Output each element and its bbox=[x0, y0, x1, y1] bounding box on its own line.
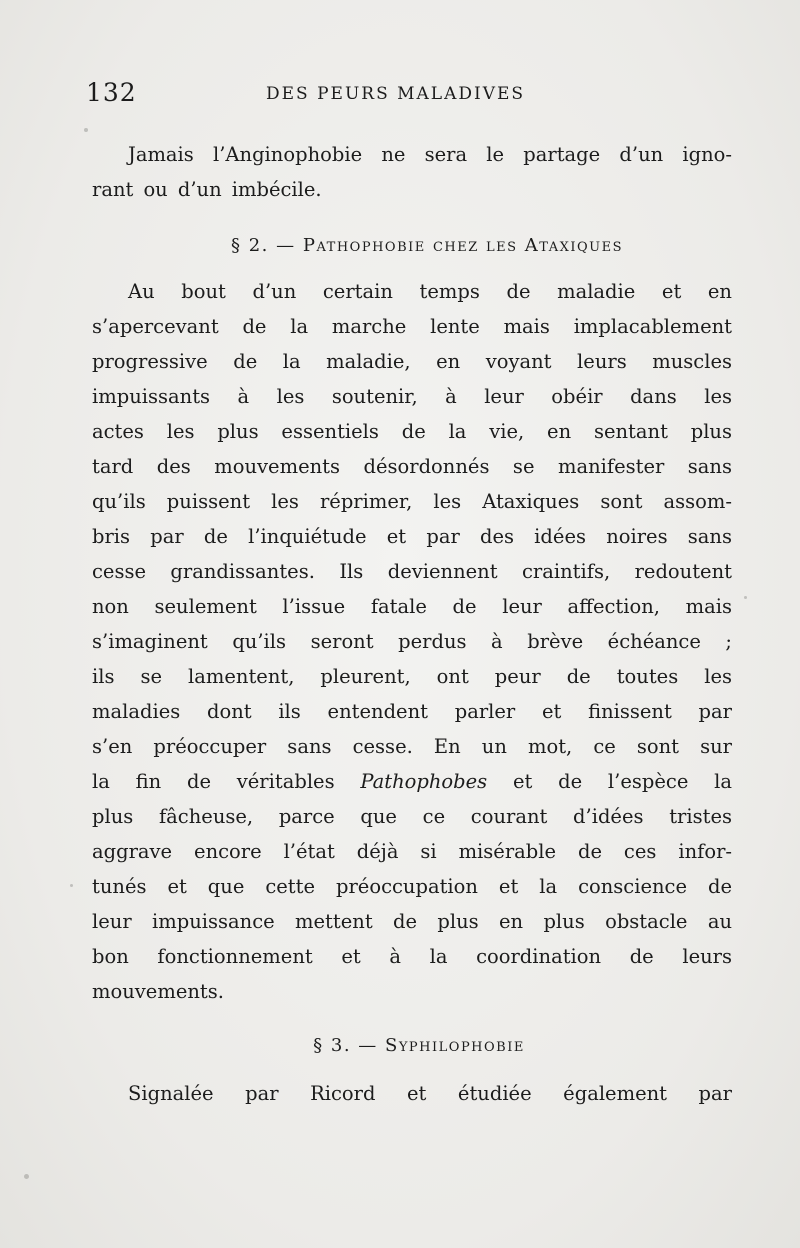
line-segment: et de l’espèce la bbox=[487, 770, 733, 793]
text-line: mouvements. bbox=[92, 980, 224, 1003]
text-line: rant ou d’un imbécile. bbox=[92, 178, 322, 201]
text-line: s’apercevant de la marche lente mais implacablement bbox=[92, 315, 732, 338]
text-line: progressive de la maladie, en voyant leurs muscles bbox=[92, 350, 732, 373]
text-line: leur impuissance mettent de plus en plus obstacle au bbox=[92, 910, 732, 933]
page-number: 132 bbox=[86, 78, 137, 107]
text-line: maladies dont ils entendent parler et finissent par bbox=[92, 700, 732, 723]
paragraph-syphilophobie bbox=[92, 1076, 732, 1111]
body-text bbox=[92, 137, 732, 1111]
paragraph-anginophobie bbox=[92, 137, 732, 207]
text-line: aggrave encore l’état déjà si misérable de ces infor- bbox=[92, 840, 732, 863]
running-title: DES PEURS MALADIVES bbox=[266, 84, 526, 104]
text-line: qu’ils puissent les réprimer, les Ataxiques sont assom- bbox=[92, 490, 732, 513]
text-line: Signalée par Ricord et étudiée également par bbox=[128, 1082, 732, 1105]
text-line: s’en préoccuper sans cesse. En un mot, ce sont sur bbox=[92, 735, 732, 758]
paper-speck bbox=[24, 1174, 29, 1179]
paper-speck bbox=[84, 128, 88, 132]
paper-speck bbox=[744, 596, 747, 599]
text-line: tard des mouvements désordonnés se manifester sans bbox=[92, 455, 732, 478]
running-head bbox=[86, 78, 736, 114]
section-number: § 3. bbox=[313, 1035, 352, 1056]
text-line: s’imaginent qu’ils seront perdus à brève échéance ; bbox=[92, 630, 732, 653]
section-title: Pathophobie chez les Ataxiques bbox=[302, 235, 623, 256]
text-line: ils se lamentent, pleurent, ont peur de toutes les bbox=[92, 665, 732, 688]
section-dash: — bbox=[276, 235, 296, 256]
text-line: tunés et que cette préoccupation et la conscience de bbox=[92, 875, 732, 898]
paragraph-ataxiques bbox=[92, 274, 732, 1009]
section-title: Syphilophobie bbox=[385, 1035, 525, 1056]
text-line: Au bout d’un certain temps de maladie et en bbox=[128, 280, 732, 303]
text-line: plus fâcheuse, parce que ce courant d’idées tristes bbox=[92, 805, 732, 828]
text-line: impuissants à les soutenir, à leur obéir dans les bbox=[92, 385, 732, 408]
text-line: bris par de l’inquiétude et par des idées noires sans bbox=[92, 525, 732, 548]
text-line: cesse grandissantes. Ils deviennent craintifs, redoutent bbox=[92, 560, 732, 583]
section-heading-pathophobie bbox=[92, 228, 732, 263]
line-segment: la fin de véritables bbox=[92, 770, 361, 793]
text-line: bon fonctionnement et à la coordination de leurs bbox=[92, 945, 732, 968]
text-line-with-italic bbox=[92, 764, 732, 799]
section-heading-syphilophobie bbox=[92, 1028, 732, 1063]
section-number: § 2. bbox=[231, 235, 269, 256]
text-line: non seulement l’issue fatale de leur affection, mais bbox=[92, 595, 732, 618]
text-line: Jamais l’Anginophobie ne sera le partage d’un igno- bbox=[128, 143, 732, 166]
italic-term: Pathophobes bbox=[360, 770, 488, 793]
paper-speck bbox=[70, 884, 73, 887]
text-line: actes les plus essentiels de la vie, en sentant plus bbox=[92, 420, 732, 443]
section-dash: — bbox=[358, 1035, 378, 1056]
